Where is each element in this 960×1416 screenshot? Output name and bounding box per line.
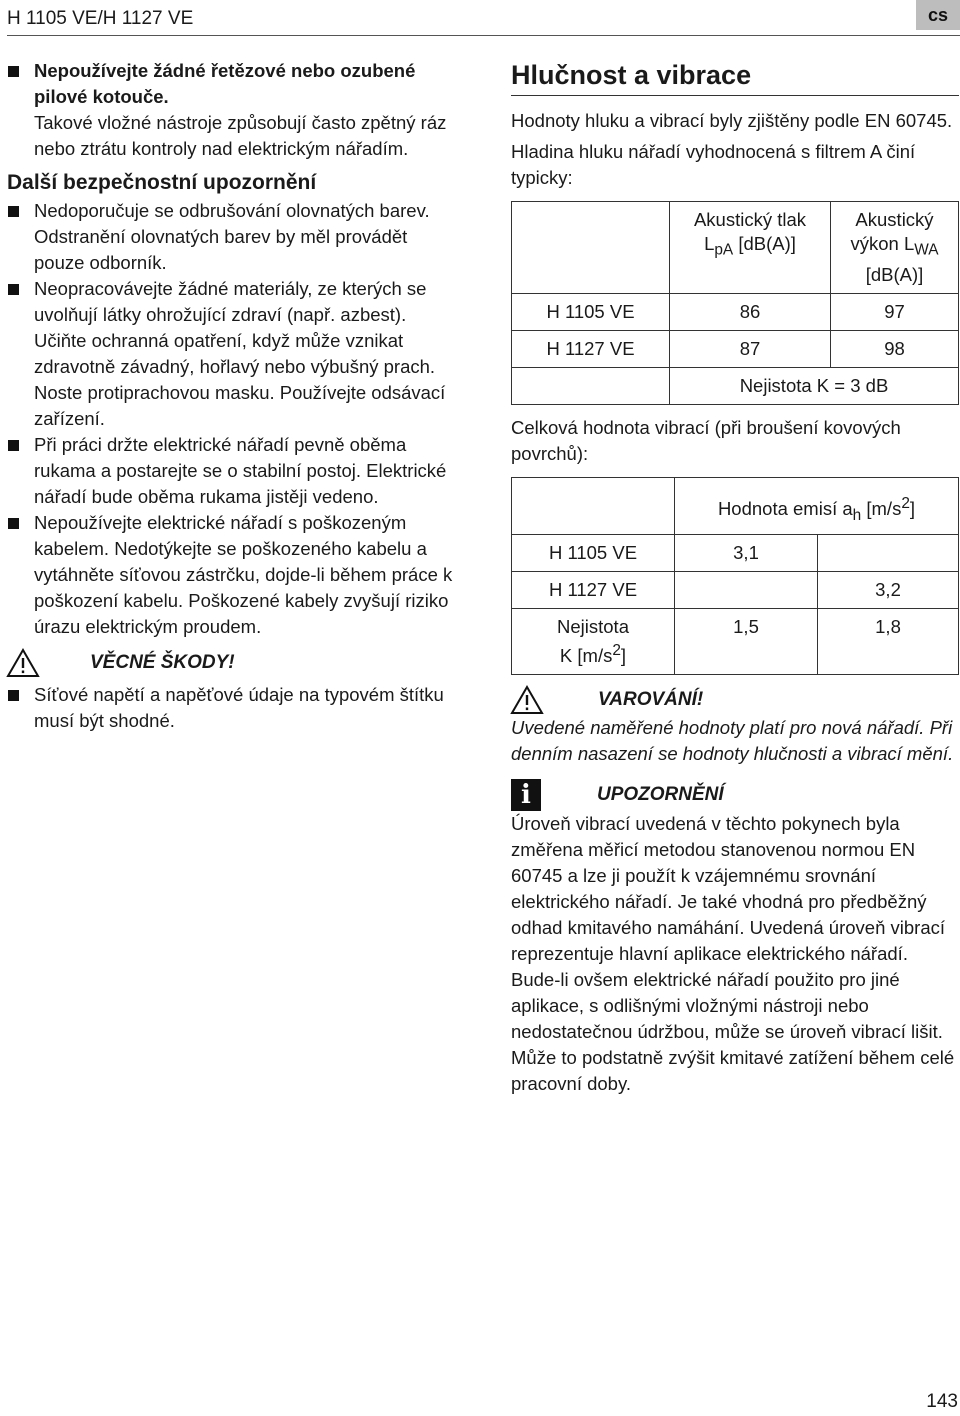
note-block <box>511 779 959 811</box>
square-bullet-icon <box>8 440 19 451</box>
table-row <box>512 367 959 404</box>
table-cell-model: H 1105 VE <box>512 534 675 571</box>
table-cell-power: 97 <box>831 293 959 330</box>
table-cell-value: 3,1 <box>675 534 818 571</box>
page-number: 143 <box>926 1391 958 1412</box>
square-bullet-icon <box>8 518 19 529</box>
table-cell-value: 3,2 <box>818 571 959 608</box>
note-text: Úroveň vibrací uvedená v těchto pokynech byla změřena měřicí metodou stanovenou normou EN 60745 a lze ji použít k vzájemnému srovnání elektrického nářadí. Je také vhodná pro předběžný odhad kmitavého namáhání. Uvedená úroveň vibrací reprezentuje hlavní aplikace elektrického nářadí. Bude-li ovšem elektrické nářadí použito pro jiné aplikace, s odlišnými vložnými nástroji nebo nedostatečnou údržbou, může se úroveň vibrací lišit. Může to podstatně zvýšit kmitavé zatížení během celé pracovní doby. <box>511 812 955 1094</box>
item-bold-text: Nepoužívejte žádné řetězové nebo ozubené pilové kotouče. <box>34 60 416 107</box>
square-bullet-icon <box>8 66 19 77</box>
table-cell-model: H 1105 VE <box>512 293 670 330</box>
table-cell-model: H 1127 VE <box>512 571 675 608</box>
item-text: Při práci držte elektrické nářadí pevně oběma rukama a postarejte se o stabilní postoj. Elektrické nářadí bude oběma rukama jistěji vedeno. <box>34 434 447 507</box>
table-header-row <box>512 202 959 294</box>
noise-vibration-heading: Hlučnost a vibrace <box>511 58 959 96</box>
warning-text: Uvedené naměřené hodnoty platí pro nová nářadí. Při denním nasazení se hodnoty hlučnosti a vibrací mění. <box>511 716 954 764</box>
list-item-saw-blades <box>7 58 462 162</box>
table-cell-uncertainty-label: Nejistota K $[m/s^2]$ <box>512 608 675 674</box>
table-cell-empty <box>512 367 670 404</box>
language-badge: cs <box>916 0 960 30</box>
paragraph-noise-level: Hladina hluku nářadí vyhodnocená s filtrem A činí typicky: <box>511 141 916 188</box>
property-damage-warning <box>7 648 462 678</box>
section-heading: Další bezpečnostní upozornění <box>7 171 317 194</box>
table-cell-pressure: 86 <box>670 293 831 330</box>
paragraph-standard: Hodnoty hluku a vibrací byly zjištěny podle EN 60745. <box>511 110 953 131</box>
table-row <box>512 608 959 674</box>
square-bullet-icon <box>8 206 19 217</box>
table-cell-empty <box>818 534 959 571</box>
item-text: Neopracovávejte žádné materiály, ze kterých se uvolňují látky ohrožující zdraví (např. azbest). Učiňte ochranná opatření, když může vznikat zdravotně závadný, hořlavý nebo výbušný prach. Noste protiprachovou masku. Používejte odsávací zařízení. <box>34 278 446 429</box>
item-text: Takové vložné nástroje způsobují často zpětný ráz nebo ztrátu kontroly nad elektrickým nářadím. <box>34 112 447 159</box>
table-header-sound-power: Akustický výkon $L_{WA}$ [dB(A)] <box>831 202 959 294</box>
paragraph-vibration: Celková hodnota vibrací (při broušení kovových povrchů): <box>511 416 901 464</box>
list-item-hazardous-materials <box>7 276 462 432</box>
table-header-sound-pressure: Akustický tlak $L_{pA}$ [dB(A)] <box>670 202 831 294</box>
table-cell-value: 1,8 <box>818 608 959 674</box>
table-row <box>512 571 959 608</box>
header-divider <box>7 35 960 36</box>
table-cell-empty <box>512 202 670 294</box>
info-icon: i <box>511 779 541 811</box>
table-cell-model: H 1127 VE <box>512 330 670 367</box>
table-cell-uncertainty: Nejistota K = 3 dB <box>670 367 959 404</box>
table-cell-empty <box>512 477 675 534</box>
table-header-row <box>512 477 959 534</box>
list-item-voltage <box>7 682 462 734</box>
item-text: Síťové napětí a napěťové údaje na typovém štítku musí být shodné. <box>34 684 444 731</box>
warning-triangle-icon <box>6 648 40 678</box>
item-text: Nepoužívejte elektrické nářadí s poškozeným kabelem. Nedotýkejte se poškozeného kabelu a vytáhněte síťovou zástrčku, dojde-li během práce k poškození kabelu. Poškozené kabely zvyšují riziko úrazu elektrickým proudem. <box>34 512 453 637</box>
table-cell-pressure: 87 <box>670 330 831 367</box>
note-label: UPOZORNĚNÍ <box>597 783 724 805</box>
warning-block <box>511 685 959 715</box>
warning-label: VAROVÁNÍ! <box>598 688 704 710</box>
table-row <box>512 330 959 367</box>
table-header-emission: Hodnota emisí $a_h$ $[m/s^2]$ <box>675 477 959 534</box>
list-item-damaged-cable <box>7 510 462 640</box>
vibration-table <box>511 477 959 675</box>
table-cell-power: 98 <box>831 330 959 367</box>
table-row <box>512 534 959 571</box>
list-item-two-hands <box>7 432 462 510</box>
right-column <box>511 58 959 1097</box>
table-cell-empty <box>675 571 818 608</box>
left-column <box>7 58 462 734</box>
table-cell-value: 1,5 <box>675 608 818 674</box>
document-header-title: H 1105 VE/H 1127 VE <box>7 8 194 29</box>
table-row <box>512 293 959 330</box>
list-item-lead-paint <box>7 198 462 276</box>
warning-label: VĚCNÉ ŠKODY! <box>90 652 235 673</box>
item-text: Nedoporučuje se odbrušování olovnatých barev. Odstranění olovnatých barev by měl provádět pouze odborník. <box>34 200 430 273</box>
warning-triangle-icon <box>510 685 544 715</box>
square-bullet-icon <box>8 690 19 701</box>
square-bullet-icon <box>8 284 19 295</box>
noise-table <box>511 201 959 405</box>
